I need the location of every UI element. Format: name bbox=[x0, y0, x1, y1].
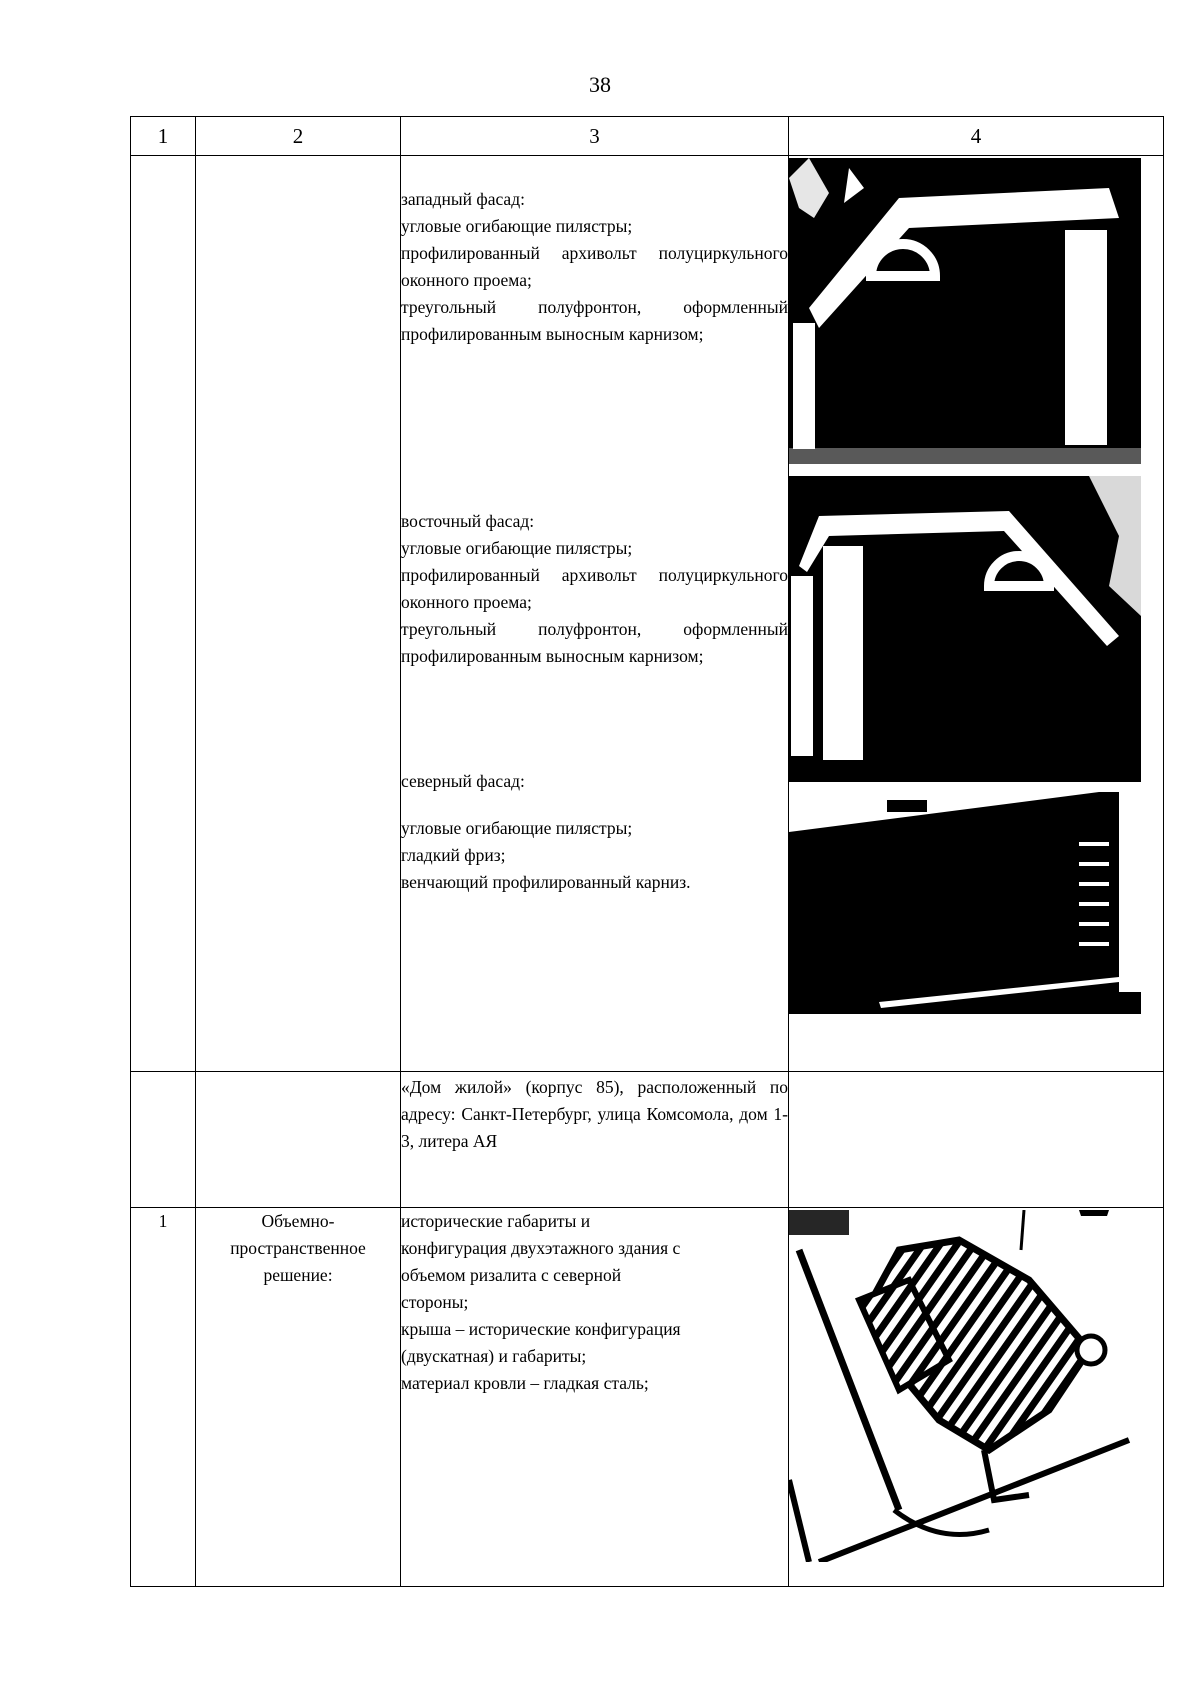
table-row-volume bbox=[131, 1208, 1164, 1587]
west-facade-line: профилированный архивольт полуциркульного оконного проема; bbox=[401, 243, 788, 290]
east-facade-photo bbox=[789, 476, 1141, 782]
east-facade-line: треугольный полуфронтон, оформленный профилированным выносным карнизом; bbox=[401, 619, 788, 666]
building-description: «Дом жилой» (корпус 85), расположенный по адресу: Санкт-Петербург, улица Комсомола, дом 1-3, литера АЯ bbox=[401, 1077, 788, 1151]
cell-empty-2 bbox=[196, 156, 401, 1072]
cell-empty-2 bbox=[196, 1072, 401, 1208]
north-facade-line: венчающий профилированный карниз. bbox=[401, 872, 691, 892]
monument-table bbox=[130, 116, 1164, 1587]
east-facade-line: профилированный архивольт полуциркульного оконного проема; bbox=[401, 565, 788, 612]
east-facade-block bbox=[401, 508, 788, 768]
header-col-1: 1 bbox=[131, 117, 196, 156]
volume-line: (двускатная) и габариты; bbox=[401, 1346, 587, 1366]
header-col-4: 4 bbox=[789, 117, 1164, 156]
cell-empty-1 bbox=[131, 1072, 196, 1208]
west-facade-photo bbox=[789, 158, 1141, 464]
header-col-2: 2 bbox=[196, 117, 401, 156]
west-facade-line: треугольный полуфронтон, оформленный профилированным выносным карнизом; bbox=[401, 297, 788, 344]
north-facade-line: угловые огибающие пилястры; bbox=[401, 818, 633, 838]
volume-line: объемом ризалита с северной bbox=[401, 1265, 622, 1285]
cell-facades-text bbox=[401, 156, 789, 1072]
north-facade-line: гладкий фриз; bbox=[401, 845, 506, 865]
table-row-facades bbox=[131, 156, 1164, 1072]
site-plan-drawing bbox=[789, 1210, 1141, 1562]
table-header-row bbox=[131, 117, 1164, 156]
cell-plan bbox=[789, 1208, 1164, 1587]
table-row-building bbox=[131, 1072, 1164, 1208]
cell-row-number: 1 bbox=[131, 1208, 196, 1587]
cell-volume-text bbox=[401, 1208, 789, 1587]
cell-facade-photos bbox=[789, 156, 1164, 1072]
volume-line: крыша – исторические конфигурация bbox=[401, 1319, 681, 1339]
north-facade-block bbox=[401, 768, 788, 896]
west-facade-title: западный фасад: bbox=[401, 189, 525, 209]
east-facade-line: угловые огибающие пилястры; bbox=[401, 538, 633, 558]
west-facade-line: угловые огибающие пилястры; bbox=[401, 216, 633, 236]
east-facade-title: восточный фасад: bbox=[401, 511, 535, 531]
north-facade-photo bbox=[789, 792, 1141, 1014]
cell-building-text bbox=[401, 1072, 789, 1208]
volume-line: стороны; bbox=[401, 1292, 469, 1312]
cell-item-name: Объемно-пространственное решение: bbox=[196, 1208, 401, 1587]
north-facade-title: северный фасад: bbox=[401, 771, 525, 791]
volume-description bbox=[401, 1208, 788, 1397]
volume-line: исторические габариты и bbox=[401, 1211, 591, 1231]
cell-empty-1 bbox=[131, 156, 196, 1072]
volume-line: конфигурация двухэтажного здания с bbox=[401, 1238, 681, 1258]
west-facade-block bbox=[401, 186, 788, 508]
volume-line: материал кровли – гладкая сталь; bbox=[401, 1373, 649, 1393]
header-col-3: 3 bbox=[401, 117, 789, 156]
page-number: 38 bbox=[589, 72, 611, 97]
cell-empty-4 bbox=[789, 1072, 1164, 1208]
